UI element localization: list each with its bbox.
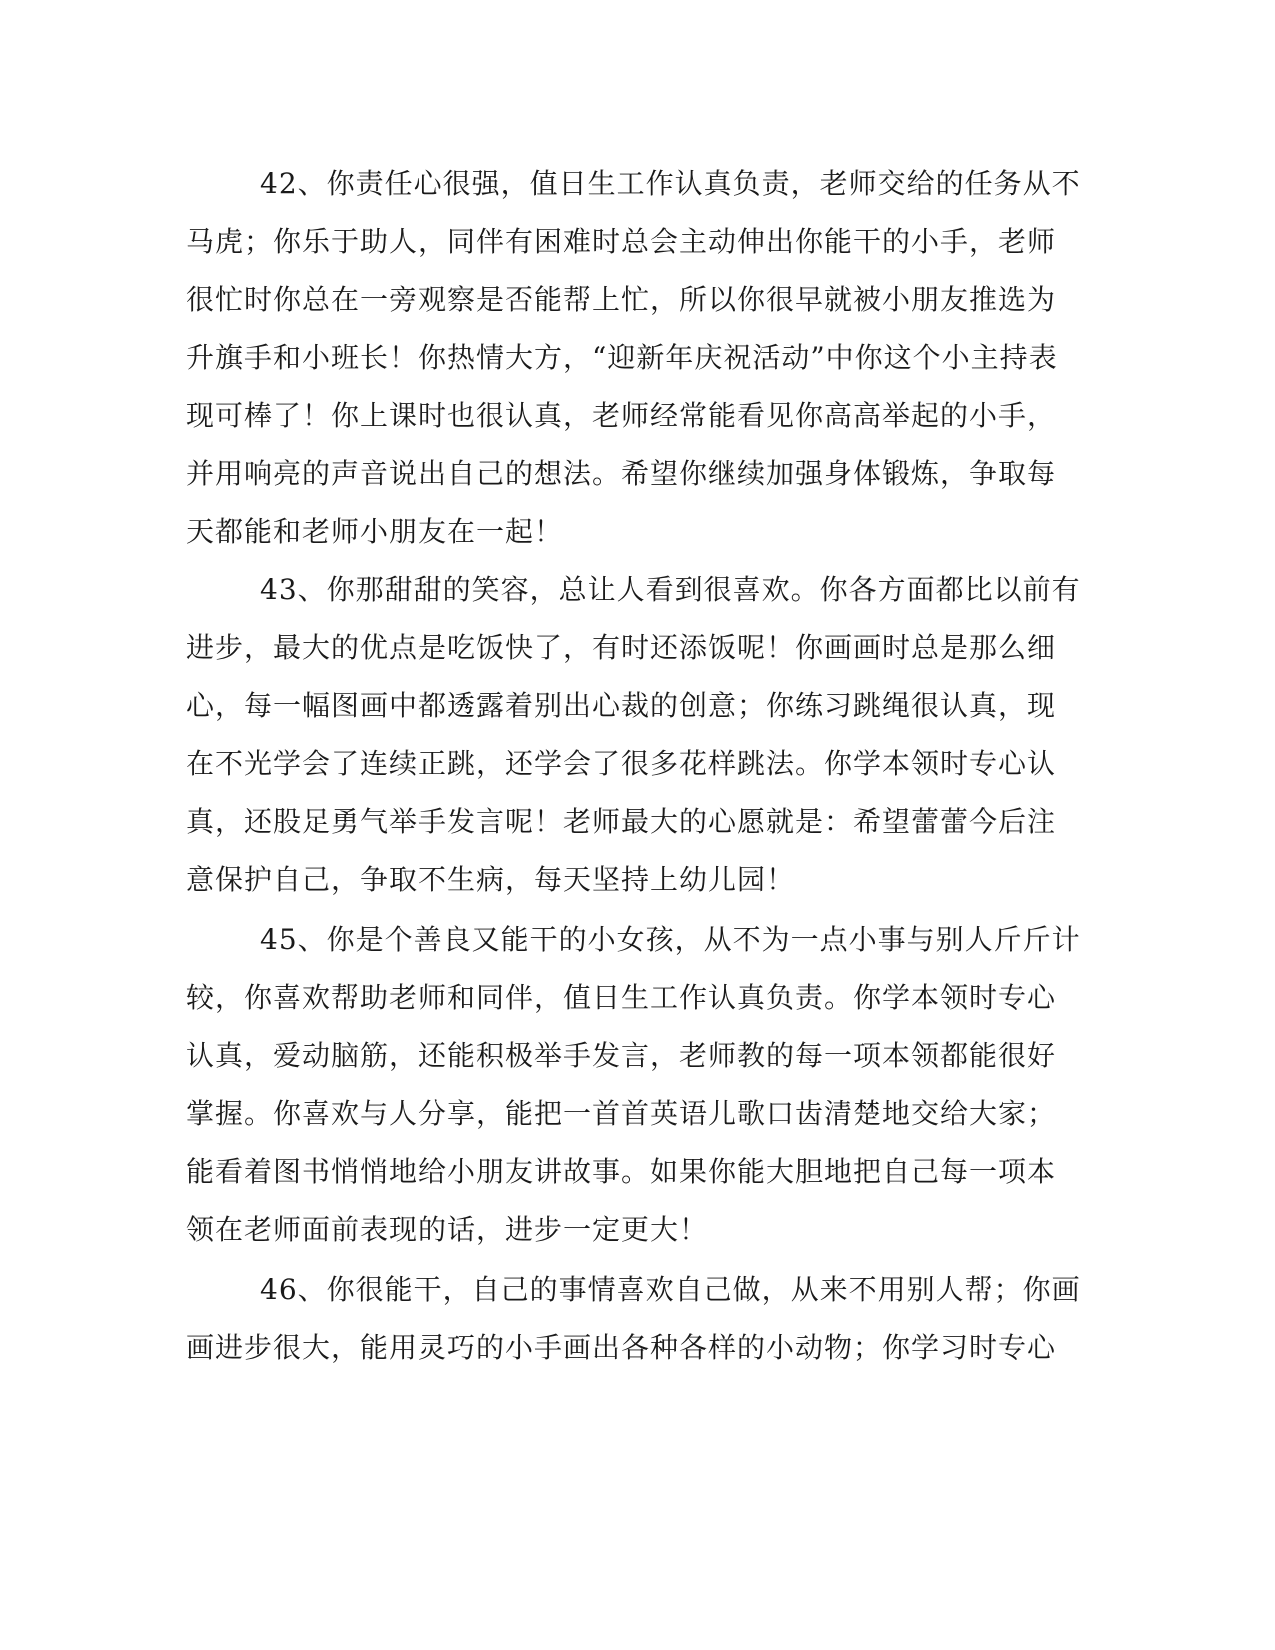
text-line: 心，每一幅图画中都透露着别出心裁的创意；你练习跳绳很认真，现: [186, 689, 1057, 722]
text-line: 认真，爱动脑筋，还能积极举手发言，老师教的每一项本领都能很好: [186, 1039, 1057, 1072]
text-line: 画进步很大，能用灵巧的小手画出各种各样的小动物；你学习时专心: [186, 1331, 1057, 1364]
text-line: 升旗手和小班长！你热情大方，“迎新年庆祝活动”中你这个小主持表: [186, 341, 1058, 374]
text-line: 并用响亮的声音说出自己的想法。希望你继续加强身体锻炼，争取每: [186, 457, 1057, 490]
text-line: 在不光学会了连续正跳，还学会了很多花样跳法。你学本领时专心认: [186, 747, 1057, 780]
text-line: 真，还股足勇气举手发言呢！老师最大的心愿就是：希望蕾蕾今后注: [186, 805, 1057, 838]
text-line: 掌握。你喜欢与人分享，能把一首首英语儿歌口齿清楚地交给大家；: [186, 1097, 1057, 1130]
text-line: 较，你喜欢帮助老师和同伴，值日生工作认真负责。你学本领时专心: [186, 981, 1057, 1014]
text-line: 42、你责任心很强，值日生工作认真负责，老师交给的任务从不: [260, 167, 1081, 200]
text-line: 领在老师面前表现的话，进步一定更大！: [186, 1213, 709, 1246]
text-line: 意保护自己，争取不生病，每天坚持上幼儿园！: [186, 863, 796, 896]
text-line: 很忙时你总在一旁观察是否能帮上忙，所以你很早就被小朋友推选为: [186, 283, 1057, 316]
text-line: 43、你那甜甜的笑容，总让人看到很喜欢。你各方面都比以前有: [260, 573, 1081, 606]
text-line: 现可棒了！你上课时也很认真，老师经常能看见你高高举起的小手，: [186, 399, 1057, 432]
text-line: 天都能和老师小朋友在一起！: [186, 515, 564, 548]
text-line: 马虎；你乐于助人，同伴有困难时总会主动伸出你能干的小手，老师: [186, 225, 1057, 258]
text-line: 进步，最大的优点是吃饭快了，有时还添饭呢！你画画时总是那么细: [186, 631, 1057, 664]
text-line: 45、你是个善良又能干的小女孩，从不为一点小事与别人斤斤计: [260, 923, 1081, 956]
text-line: 能看着图书悄悄地给小朋友讲故事。如果你能大胆地把自己每一项本: [186, 1155, 1057, 1188]
text-line: 46、你很能干，自己的事情喜欢自己做，从来不用别人帮；你画: [260, 1273, 1081, 1306]
